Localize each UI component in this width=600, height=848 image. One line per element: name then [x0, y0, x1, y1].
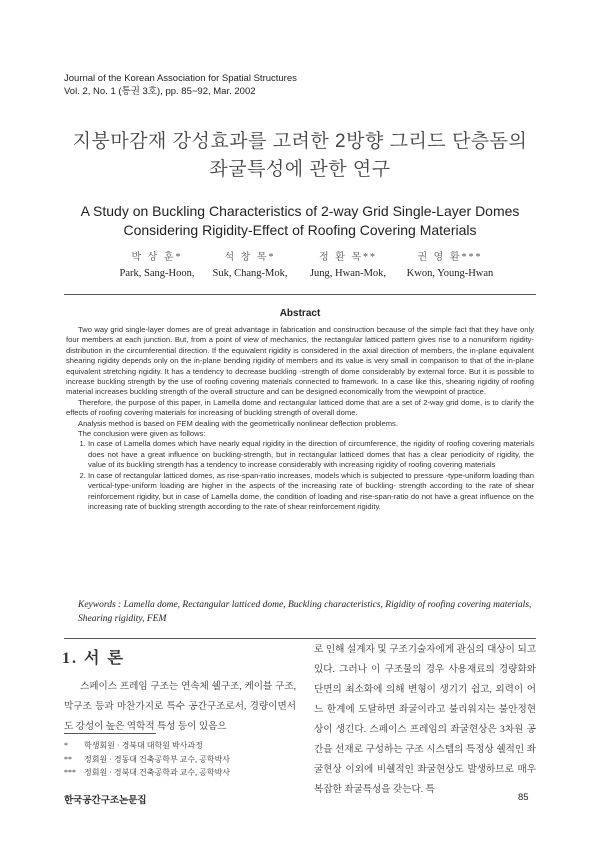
author-name-en: Park, Sang-Hoon,	[119, 268, 195, 279]
abstract-paragraph: Analysis method is based on FEM dealing with the geometrically nonlinear deflection problems.	[78, 418, 398, 428]
footnote-mark: **	[64, 754, 72, 764]
author-name-ko: 박 상 훈*	[131, 252, 183, 263]
abstract-paragraph: Two way grid single-layer domes are of great advantage in fabrication and construction because of the simple fact that they have only four members at each junction. But, from a point of view of mechanics, the rectangular latticed pattern gives rise to a nonuniform rigidity-distribution in the circumferential direction. If the equivalent rigidity is considered in the axial direction of members, the in-plane equivalent shearing rigidity depends only on the in-plane bending rigidity of members and its value is very small in comparison to that of the in-plane equivalent stretching rigidity. It has a tendency to decrease buckling -strength of dome considerably by external force. But it is possible to increase buckling strength by the use of roofing covering materials connected to framework. In a case like this, shearing rigidity of roofing material increases buckling strength of the overall structure and can be designed economically from the viewpoint of practice.	[66, 325, 534, 397]
abstract-body	[66, 325, 534, 512]
journal-name: Journal of the Korean Association for Spatial Structures	[64, 73, 297, 84]
footnote-divider	[64, 733, 156, 734]
keywords-label: Keywords	[78, 600, 116, 610]
body-paragraph: 로 인해 설계자 및 구조기술자에게 관심의 대상이 되고 있다. 그러나 이 구조물의 경우 사용재료의 경량화와 단면의 최소화에 의해 변형이 생기기 쉽고, 외력이 어느 한계에 도달하면 좌굴이라고 불리워지는 불안정현상이 생긴다. 스페이스 프레임의 좌굴현상은 3차원 공간을 선재로 구성하는 구조 시스템의 특정상 쉘적인 좌굴현상 이외에 비쉘적인 좌굴현상도 발생하므로 매우 복잡한 좌굴특성을 갖는다. 특	[314, 644, 536, 795]
footnotes	[64, 739, 304, 780]
keywords-text: Lamella dome, Rectangular latticed dome, Buckling characteristics, Rigidity of roofing covering materials, Shearing rigidity, FEM	[78, 600, 532, 624]
author-name-en: Jung, Hwan-Mok,	[309, 268, 387, 279]
author-name-en: Kwon, Young-Hwan	[406, 268, 494, 279]
abstract-heading: Abstract	[279, 308, 321, 319]
footer-journal-name: 한국공간구조논문집	[64, 795, 147, 806]
author-name-en: Suk, Chang-Mok,	[212, 268, 288, 279]
author-3	[298, 250, 398, 282]
footnote-text: 정회원 · 경동대 건축공학부 교수, 공학박사	[84, 754, 231, 764]
conclusion-item: 2. In case of rectangular latticed domes, as rise-span-ratio increases, models which is subjected to pressure -type-uniform loading than vertical-type-uniform loading are higher in the aspects of the increasing rate of buckling- strength according to the rate of shear reinforcement rigidity, but in case of Lamella dome, the condition of loading and rise-span-ratio do not have a great influence on the increasing rate of buckling strength according to the rate of shear reinforcement rigidity.	[88, 471, 534, 513]
author-name-ko: 정 환 목**	[319, 252, 377, 263]
korean-title	[0, 128, 600, 184]
conclusion-list	[66, 439, 534, 512]
footnote-text: 학생회원 · 경북대 대학원 박사과정	[84, 741, 203, 750]
english-title-line-1: A Study on Buckling Characteristics of 2-way Grid Single-Layer Domes	[80, 203, 520, 219]
korean-title-line-2: 좌굴특성에 관한 연구	[209, 159, 391, 180]
footnote	[64, 753, 304, 767]
author-4	[398, 250, 502, 282]
footnote-text: 정회원 · 경북대 건축공학과 교수, 공학박사	[84, 768, 231, 777]
body-right-column	[314, 640, 536, 800]
journal-header	[64, 72, 297, 98]
body-left-column	[64, 677, 296, 737]
section-heading: 1. 서 론	[62, 650, 125, 667]
english-title	[0, 202, 600, 240]
page-number: 85	[518, 792, 529, 803]
footnote-mark: ***	[64, 768, 76, 777]
author-2	[200, 250, 300, 282]
abstract-paragraph: Therefore, the purpose of this paper, in Lamella dome and rectangular latticed dome that are a set of 2-way grid dome, is to clarify the effects of roofing covering materials for increasing of buckling strength of overall dome.	[66, 397, 534, 418]
footnote	[64, 766, 304, 780]
divider-top	[64, 294, 536, 295]
body-paragraph: 스페이스 프레임 구조는 연속체 쉘구조, 케이블 구조, 막구조 등과 마찬가지로 특수 공간구조로서, 경량이면서도 강성이 높은 역학적 특성 등이 있음으	[64, 681, 296, 732]
author-name-ko: 권 영 환***	[417, 252, 483, 263]
korean-title-line-1: 지붕마감재 강성효과를 고려한 2방향 그리드 단층돔의	[72, 131, 528, 152]
footnote	[64, 739, 304, 753]
journal-issue: Vol. 2, No. 1 (통권 3호), pp. 85~92, Mar. 2002	[64, 86, 256, 97]
english-title-line-2: Considering Rigidity-Effect of Roofing Covering Materials	[123, 222, 477, 238]
abstract-paragraph: The conclusion were given as follows:	[78, 429, 206, 439]
footnote-mark: *	[64, 741, 68, 750]
conclusion-item: 1. In case of Lamella domes which have nearly equal rigidity in the direction of circumference, the rigidity of roofing covering materials does not have a great influence on buckling-strength, but in rectangular latticed domes that has a clear periodicity of rigidity, the value of its buckling strength has a tendency to increase considerably with increasing rigidity of roofing covering materials	[88, 439, 534, 470]
author-1	[112, 250, 202, 282]
divider-bottom	[64, 638, 536, 639]
author-name-ko: 석 창 목*	[224, 252, 276, 263]
keywords-separator: :	[115, 600, 124, 610]
keywords	[78, 598, 534, 626]
